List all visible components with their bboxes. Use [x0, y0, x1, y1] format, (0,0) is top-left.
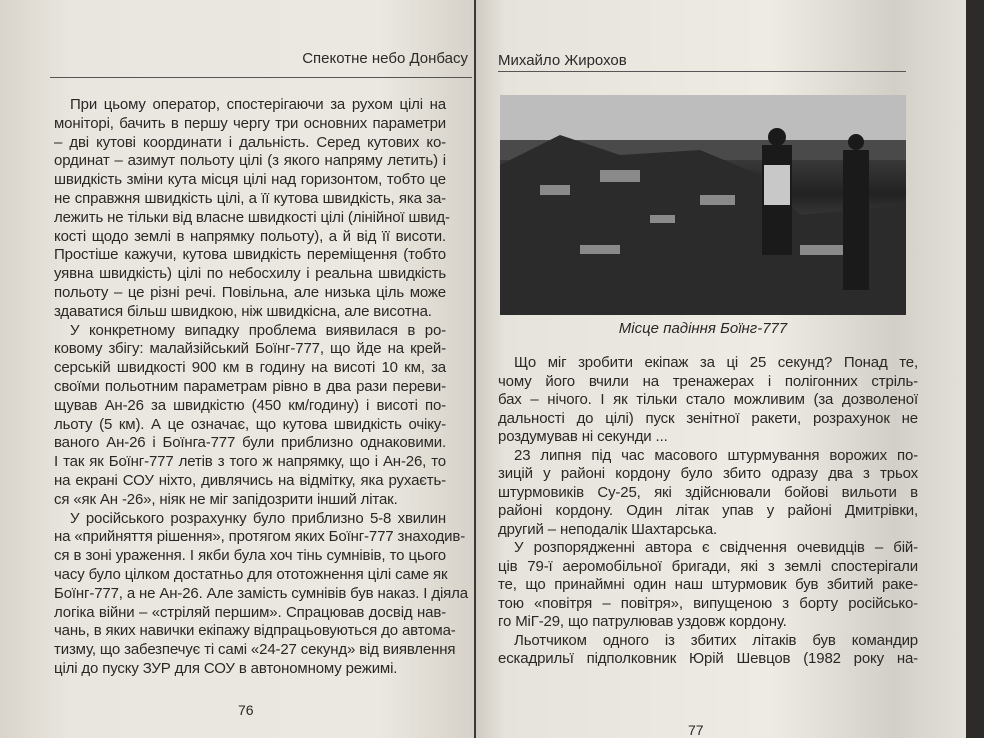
paragraph	[498, 354, 918, 447]
text-line: льоту (5 км). А це означає, що кутова швидкість очіку-	[54, 415, 446, 433]
text-line: моніторі, бачить в першу чергу три основних параметри	[54, 114, 446, 132]
text-line: ординат – азимут польоту цілі (з якого напряму летить) і	[54, 152, 446, 170]
header-rule	[498, 71, 906, 72]
text-line: швидкість зміни кута місця цілі над горизонтом, тобто це	[54, 171, 446, 189]
right-page	[476, 0, 968, 738]
text-line: ковому збігу: малайзійський Боїнг-777, що йде на крей-	[54, 340, 446, 358]
paragraph	[498, 632, 918, 669]
paragraph	[498, 539, 918, 632]
text-line: другий – неподалік Шахтарська.	[498, 520, 718, 538]
text-line: У розпорядженні автора є свідчення очевидців – бій-	[514, 539, 918, 556]
crash-site-photo	[500, 95, 906, 315]
text-line: бах – нічого. І як тільки стало можливим (за дозволеної	[498, 391, 918, 408]
header-rule	[50, 77, 472, 78]
body-text	[54, 96, 468, 679]
text-line: чань, в яких навички екіпажу відпрацьовуються до автома-	[54, 622, 456, 640]
text-line: тизму, що забезпечує ті самі «24-27 секунд» від виявлення	[54, 641, 456, 659]
text-line: Що міг зробити екіпаж за ці 25 секунд? Понад те,	[514, 354, 918, 371]
text-line: на «прийняття рішення», протягом яких Боїнг-777 знаходив-	[54, 528, 466, 546]
body-text	[498, 354, 918, 669]
text-line: го МіГ-29, що патрулював уздовж кордону.	[498, 613, 787, 630]
text-line: польоту – це різні речі. Повільна, але низька ціль може	[54, 283, 446, 301]
book-edge	[966, 0, 984, 738]
photo-scene	[500, 95, 906, 315]
text-line: районі кордону. Один літак упав у районі Дмитрівки,	[498, 502, 918, 519]
text-line: Льотчиком одного із збитих літаків був командир	[514, 631, 918, 649]
text-line: – дві кутові координати і дальність. Серед кутових ко-	[54, 133, 446, 151]
text-line: У конкретному випадку проблема виявилася в ро-	[70, 321, 446, 339]
text-line: роздумував ні секунди ...	[498, 428, 668, 445]
text-line: те, що принаймні один наш штурмовик був збитий раке-	[498, 576, 918, 593]
text-line: не справжня швидкість цілі, а її кутова швидкість, яка за-	[54, 189, 446, 207]
left-page	[0, 0, 474, 738]
paragraph	[54, 96, 450, 322]
text-line: дальності до цілі) пуск зенітної ракети, розрахунок не	[498, 409, 918, 427]
text-line: логіка війни – «стріляй першим». Спрацював досвід нав-	[54, 603, 446, 621]
text-line: ся в зоні ураження. І якби була хоч тінь сумнівів, то цього	[54, 547, 446, 565]
text-line: ся «як Ан -26», ніяк не міг запідозрити інший літак.	[54, 490, 398, 508]
text-line: Боїнг-777, а не Ан-26. Але замість сумнівів був наказ. І діяла	[54, 584, 468, 602]
text-line: серській швидкості 900 км в годину на висоті 10 км, за	[54, 359, 446, 377]
paragraph	[498, 447, 918, 540]
text-line: І так як Боїнг-777 летів з того ж напрямку, що і Ан-26, то	[54, 453, 446, 471]
text-line: ваного Ан-26 і Боїнга-777 були приблизно однаковими.	[54, 434, 446, 452]
text-line: уявна швидкість) цілі по небосхилу і реальна швидкість	[54, 265, 446, 283]
running-head: Михайло Жирохов	[498, 52, 627, 69]
photo-caption: Місце падіння Боїнг-777	[618, 320, 788, 337]
running-head: Спекотне небо Донбасу	[302, 50, 468, 67]
page-number: 76	[238, 702, 254, 718]
text-line: лежить не тільки від власне швидкості цілі (лінійної швид-	[54, 208, 450, 226]
text-line: штурмовиків Су-25, які здійснювали бойові вильоти в	[498, 483, 918, 501]
text-line: ескадрильї підполковник Юрій Шевцов (1982 року на-	[498, 650, 918, 667]
text-line: тою «повітря – повітря», випущеною з борту російсько-	[498, 594, 918, 612]
text-line: чому його вчили на тренажерах і полігонних стріль-	[498, 372, 918, 390]
text-line: Простіше кажучи, кутова швидкість переміщення (тобто	[54, 246, 446, 264]
text-line: часу було цілком достатньо для ототожнення цілі саме як	[54, 565, 448, 583]
text-line: ців 79-ї аеромобільної бригади, які з землі спостерігали	[498, 557, 918, 575]
text-line: своїми польотним параметрам рівно в два рази переви-	[54, 377, 446, 395]
text-line: 23 липня під час масового штурмування ворожих по-	[514, 446, 918, 464]
text-line: цілі до пуску ЗУР для СОУ в автономному режимі.	[54, 659, 398, 677]
text-line: зицій у районі кордону було збито одразу два з трьох	[498, 465, 918, 482]
text-line: щував Ан-26 за швидкістю (450 км/годину) і висоті по-	[54, 396, 446, 414]
text-line: кості щодо землі в напрямку польоту), а й від її висоти.	[54, 227, 446, 245]
paragraph	[54, 509, 468, 679]
text-line: на екрані СОУ ніхто, дивлячись на відмітку, яка рухаєть-	[54, 471, 446, 489]
paragraph	[54, 322, 446, 510]
text-line: При цьому оператор, спостерігаючи за рухом цілі на	[70, 96, 446, 113]
text-line: здаватися більш швидкою, ніж швидкісна, але висотна.	[54, 302, 432, 320]
page-number: 77	[688, 722, 704, 738]
text-line: У російського розрахунку було приблизно 5-8 хвилин	[70, 509, 446, 527]
